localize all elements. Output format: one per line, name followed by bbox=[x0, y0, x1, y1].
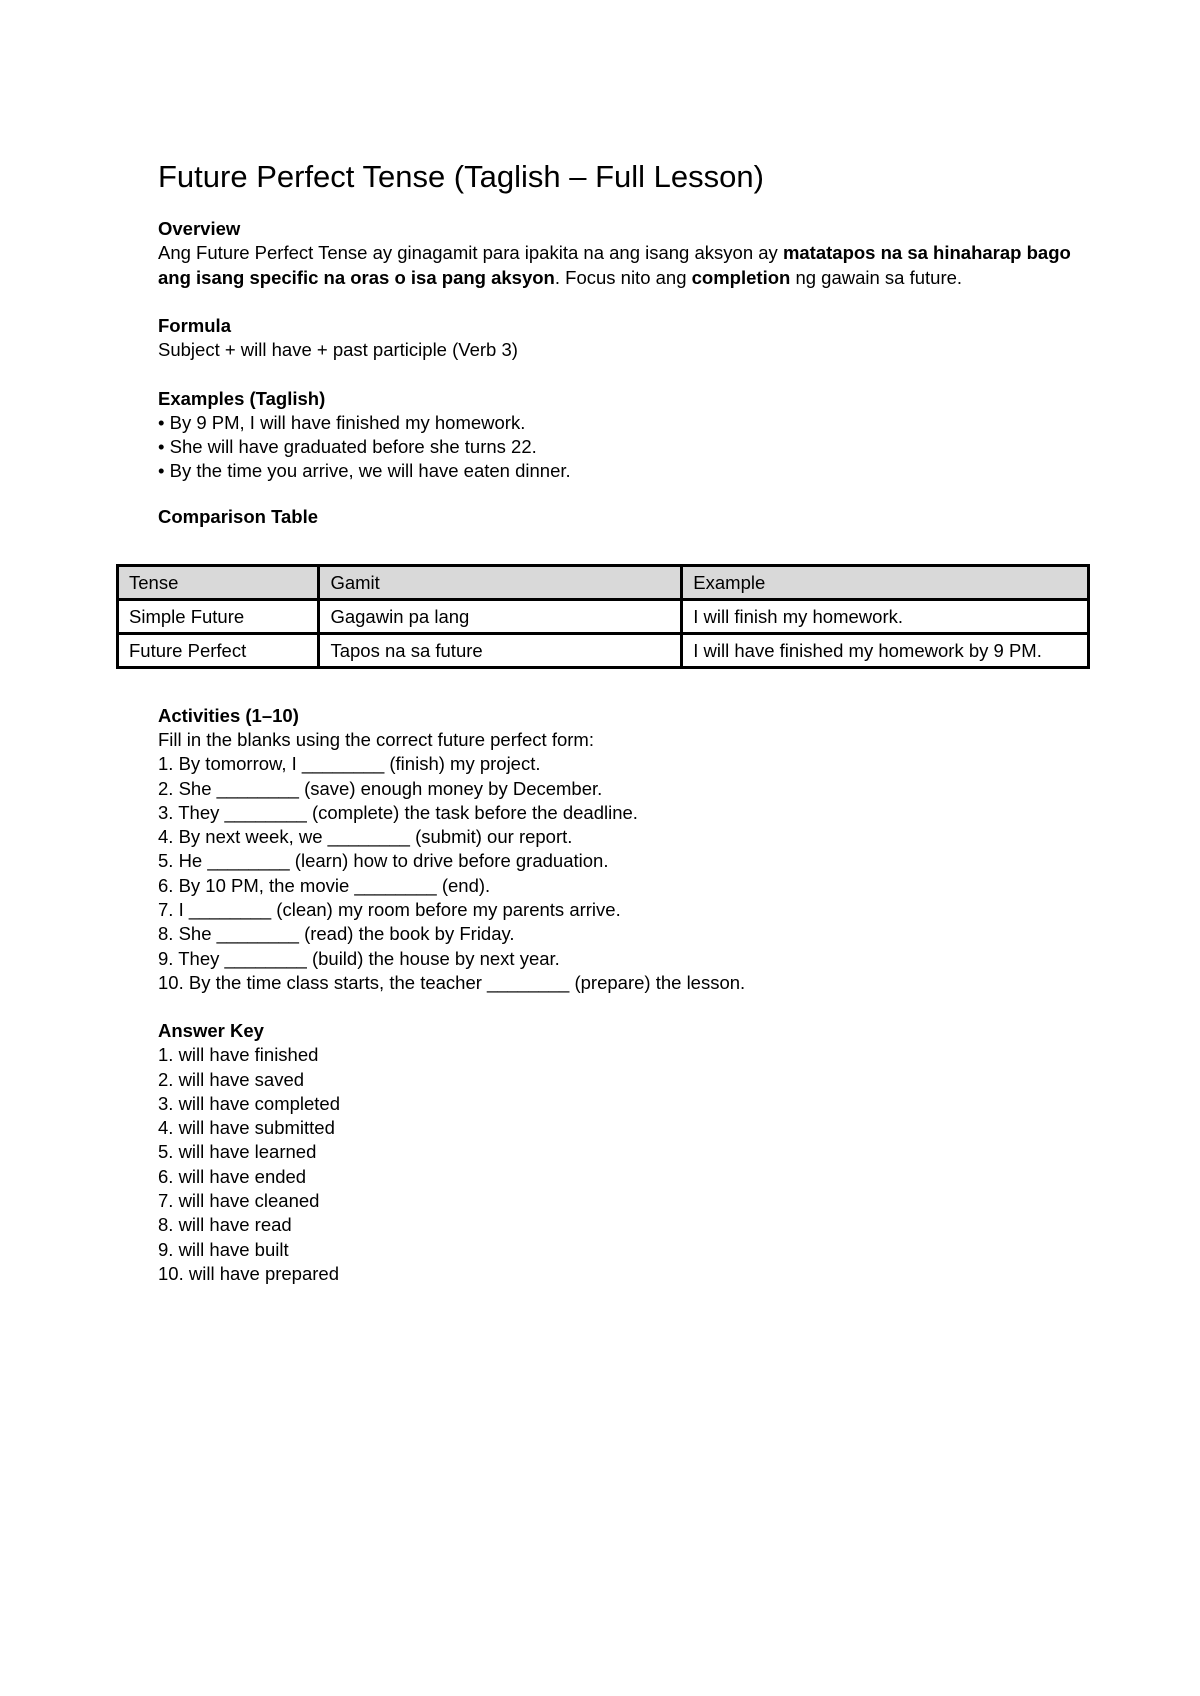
answer-item: 1. will have finished bbox=[158, 1044, 319, 1066]
page-title: Future Perfect Tense (Taglish – Full Lesson) bbox=[158, 159, 764, 194]
example-item: • She will have graduated before she turns 22. bbox=[158, 435, 537, 457]
answer-key-heading: Answer Key bbox=[158, 1020, 264, 1042]
overview-text bbox=[158, 241, 1088, 290]
activity-item: 3. They ________ (complete) the task before the deadline. bbox=[158, 801, 638, 823]
answer-item: 6. will have ended bbox=[158, 1165, 307, 1187]
table-cell: I will finish my homework. bbox=[682, 600, 1089, 634]
activity-item: 10. By the time class starts, the teacher ________ (prepare) the lesson. bbox=[158, 971, 746, 993]
table-header-cell: Example bbox=[682, 566, 1089, 600]
overview-part2: . Focus nito ang bbox=[554, 266, 692, 288]
activities-instruction: Fill in the blanks using the correct future perfect form: bbox=[158, 729, 594, 750]
overview-bold1: matatapos na sa hinaharap bago ang isang specific na oras o isa pang aksyon bbox=[158, 242, 1071, 288]
overview-bold2: completion bbox=[691, 266, 791, 288]
answer-item: 3. will have completed bbox=[158, 1092, 341, 1114]
overview-part3: ng gawain sa future. bbox=[790, 266, 963, 288]
formula-heading: Formula bbox=[158, 315, 231, 337]
table-row bbox=[118, 600, 1089, 634]
answer-item: 5. will have learned bbox=[158, 1141, 317, 1163]
activity-item: 4. By next week, we ________ (submit) our report. bbox=[158, 826, 573, 848]
upper-content bbox=[158, 158, 1088, 528]
activity-item: 7. I ________ (clean) my room before my parents arrive. bbox=[158, 899, 621, 921]
table-header-cell: Gamit bbox=[319, 566, 682, 600]
lower-content bbox=[158, 704, 1088, 1286]
activity-item: 8. She ________ (read) the book by Friday. bbox=[158, 923, 515, 945]
table-cell: Tapos na sa future bbox=[319, 634, 682, 668]
activities-heading: Activities (1–10) bbox=[158, 705, 299, 726]
activity-item: 1. By tomorrow, I ________ (finish) my project. bbox=[158, 753, 541, 775]
answer-item: 7. will have cleaned bbox=[158, 1190, 320, 1212]
overview-heading: Overview bbox=[158, 218, 241, 240]
answer-item: 10. will have prepared bbox=[158, 1262, 339, 1284]
example-item: • By 9 PM, I will have finished my homework. bbox=[158, 411, 526, 433]
overview-part1: Ang Future Perfect Tense ay ginagamit para ipakita na ang isang aksyon ay bbox=[158, 242, 783, 264]
table-cell: Future Perfect bbox=[118, 634, 319, 668]
table-header-row bbox=[118, 566, 1089, 600]
comparison-heading: Comparison Table bbox=[158, 505, 319, 527]
table-row bbox=[118, 634, 1089, 668]
answer-item: 8. will have read bbox=[158, 1214, 292, 1236]
comparison-table bbox=[116, 564, 1090, 669]
activity-item: 9. They ________ (build) the house by next year. bbox=[158, 947, 560, 969]
table-header-cell: Tense bbox=[118, 566, 319, 600]
activity-item: 5. He ________ (learn) how to drive before graduation. bbox=[158, 850, 609, 872]
answer-item: 9. will have built bbox=[158, 1238, 289, 1260]
table-cell: I will have finished my homework by 9 PM. bbox=[682, 634, 1089, 668]
answer-item: 4. will have submitted bbox=[158, 1117, 335, 1139]
activity-item: 2. She ________ (save) enough money by December. bbox=[158, 777, 603, 799]
table-cell: Gagawin pa lang bbox=[319, 600, 682, 634]
example-item: • By the time you arrive, we will have eaten dinner. bbox=[158, 460, 571, 482]
activity-item: 6. By 10 PM, the movie ________ (end). bbox=[158, 874, 491, 896]
formula-text: Subject + will have + past participle (Verb 3) bbox=[158, 339, 518, 361]
table-cell: Simple Future bbox=[118, 600, 319, 634]
examples-heading: Examples (Taglish) bbox=[158, 387, 326, 409]
answer-item: 2. will have saved bbox=[158, 1068, 305, 1090]
